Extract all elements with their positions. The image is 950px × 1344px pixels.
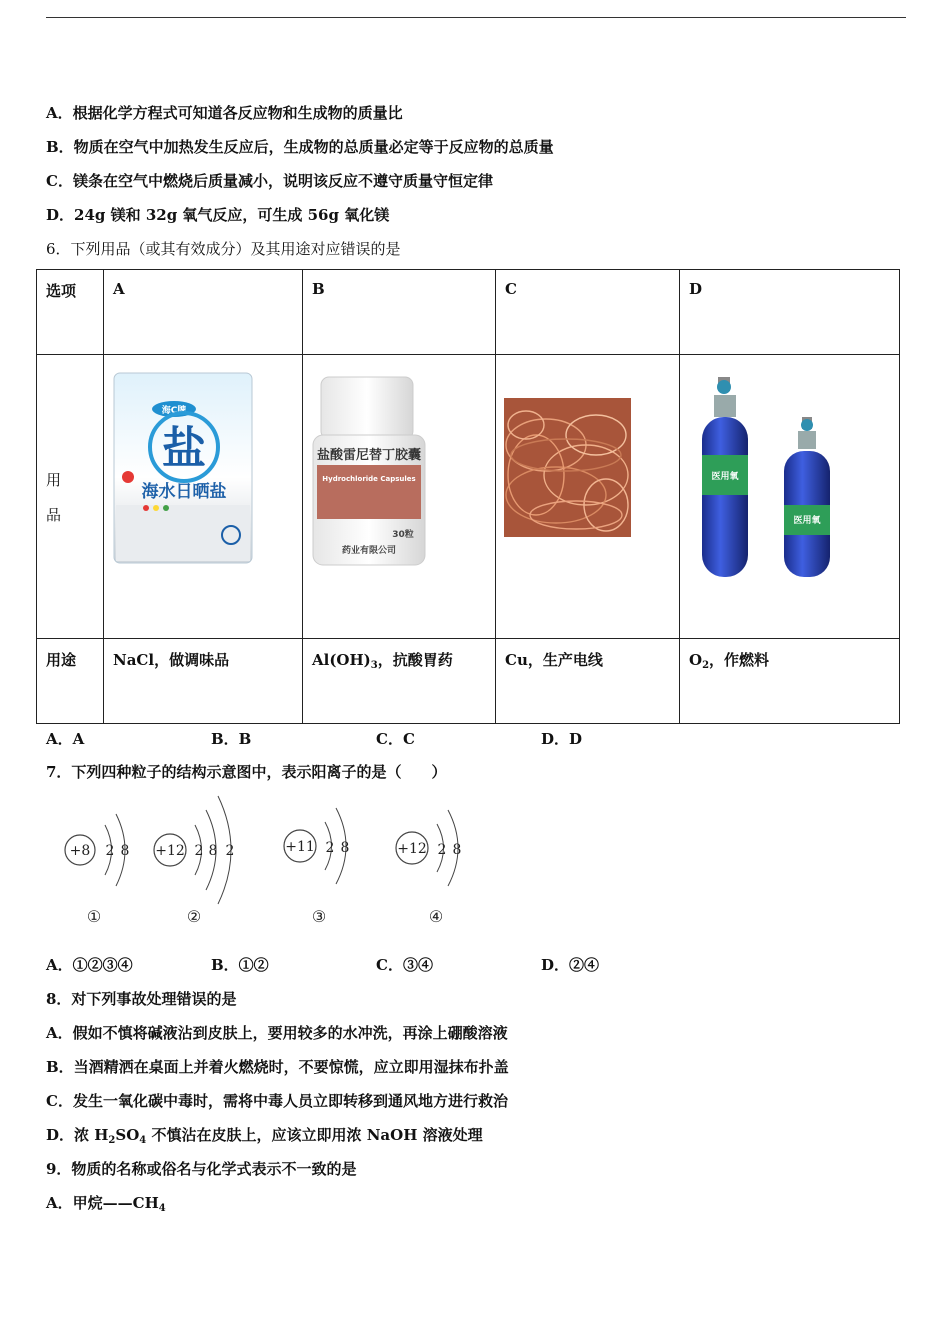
particle-3-label: ③ bbox=[311, 907, 327, 926]
use-cell-a: NaCl，做调味品 bbox=[104, 639, 303, 724]
q9-stem: 9．物质的名称或俗名与化学式表示不一致的是 bbox=[46, 1160, 357, 1178]
q7-stem: 7．下列四种粒子的结构示意图中，表示阳离子的是（ ） bbox=[46, 763, 447, 781]
bottle-count: 30粒 bbox=[392, 530, 414, 540]
header-cell-b: B bbox=[303, 270, 496, 355]
particle-3-shell-2: 8 bbox=[340, 840, 350, 856]
row-label-item bbox=[37, 355, 104, 639]
particle-1-shell-1: 2 bbox=[105, 843, 115, 859]
header-cell-c: C bbox=[496, 270, 680, 355]
salt-subtitle: 海水日晒盐 bbox=[141, 482, 227, 502]
q7-option-b: B．①② bbox=[211, 956, 269, 974]
particle-1-shell-2: 8 bbox=[120, 843, 130, 859]
cylinder-label-1: 医用氧 bbox=[711, 472, 739, 482]
particle-3 bbox=[284, 808, 349, 926]
q8-option-d bbox=[46, 1124, 483, 1145]
particle-2-shell-3: 2 bbox=[225, 843, 235, 859]
item-cell-a bbox=[104, 355, 303, 639]
q9-a-prefix: A．甲烷——CH bbox=[46, 1194, 159, 1212]
copper-wire-image bbox=[496, 355, 679, 618]
medicine-bottle-image bbox=[303, 355, 495, 618]
q6-table bbox=[36, 269, 900, 724]
row-label-item-2: 品 bbox=[46, 505, 62, 524]
particle-2 bbox=[154, 796, 234, 926]
use-cell-d bbox=[680, 639, 900, 724]
q5-option-c: C．镁条在空气中燃烧后质量减小，说明该反应不遵守质量守恒定律 bbox=[46, 172, 493, 190]
header-rule bbox=[46, 17, 906, 18]
q8-d-sub1: 2 bbox=[108, 1135, 116, 1146]
particle-4-label: ④ bbox=[428, 907, 444, 926]
q6-option-a: A．A bbox=[46, 730, 85, 748]
q6-options bbox=[46, 728, 706, 749]
q7-option-c: C．③④ bbox=[376, 956, 433, 974]
salt-bag-image bbox=[104, 355, 302, 618]
q8-d-suffix: 不慎沾在皮肤上，应该立即用浓 NaOH 溶液处理 bbox=[146, 1126, 483, 1144]
bottle-company: 药业有限公司 bbox=[341, 546, 397, 556]
q7-option-a: A．①②③④ bbox=[46, 956, 133, 974]
particle-3-shell-1: 2 bbox=[325, 840, 335, 856]
item-cell-d bbox=[680, 355, 900, 639]
q6-stem: 6．下列用品（或其有效成分）及其用途对应错误的是 bbox=[46, 240, 401, 258]
use-cell-c: Cu，生产电线 bbox=[496, 639, 680, 724]
use-b-sub: 3 bbox=[370, 660, 378, 671]
bottle-sub-label: Hydrochloride Capsules bbox=[322, 475, 416, 483]
q5-option-d: D．24g 镁和 32g 氧气反应，可生成 56g 氧化镁 bbox=[46, 206, 390, 224]
particle-1-label: ① bbox=[86, 907, 102, 926]
particle-4 bbox=[396, 810, 461, 926]
row-label-use: 用途 bbox=[37, 639, 104, 724]
particle-2-shell-1: 2 bbox=[194, 843, 204, 859]
header-cell-d: D bbox=[680, 270, 900, 355]
q9-option-a bbox=[46, 1192, 166, 1213]
q8-stem: 8．对下列事故处理错误的是 bbox=[46, 990, 237, 1008]
q8-d-mid: SO bbox=[115, 1126, 140, 1144]
use-b-prefix: Al(OH) bbox=[312, 651, 371, 669]
table-header-row bbox=[37, 270, 900, 355]
particle-2-shell-2: 8 bbox=[208, 843, 218, 859]
bottle-label: 盐酸雷尼替丁胶囊 bbox=[316, 448, 422, 463]
use-d-prefix: O bbox=[689, 651, 703, 669]
q7-option-d: D．②④ bbox=[541, 956, 600, 974]
table-item-row bbox=[37, 355, 900, 639]
cylinder-label-2: 医用氧 bbox=[793, 516, 821, 526]
oxygen-cylinders-image bbox=[680, 355, 899, 618]
item-cell-b bbox=[303, 355, 496, 639]
salt-big-char: 盐 bbox=[162, 423, 206, 474]
particle-1-nucleus: +8 bbox=[69, 843, 91, 859]
use-d-sub: 2 bbox=[702, 660, 710, 671]
q5-option-b: B．物质在空气中加热发生反应后，生成物的总质量必定等于反应物的总质量 bbox=[46, 138, 554, 156]
q8-option-a: A．假如不慎将碱液沾到皮肤上，要用较多的水冲洗，再涂上硼酸溶液 bbox=[46, 1024, 508, 1042]
item-cell-c bbox=[496, 355, 680, 639]
salt-brand-text: 海C牌 bbox=[161, 406, 187, 416]
use-cell-b bbox=[303, 639, 496, 724]
particle-3-nucleus: +11 bbox=[285, 839, 315, 855]
table-use-row bbox=[37, 639, 900, 724]
q8-d-prefix: D．浓 H bbox=[46, 1126, 109, 1144]
q9-a-sub: 4 bbox=[158, 1203, 166, 1214]
particle-4-shell-1: 2 bbox=[437, 842, 447, 858]
particle-2-label: ② bbox=[186, 907, 202, 926]
particle-2-nucleus: +12 bbox=[155, 843, 185, 859]
q8-option-c: C．发生一氧化碳中毒时，需将中毒人员立即转移到通风地方进行救治 bbox=[46, 1092, 508, 1110]
q8-option-b: B．当酒精洒在桌面上并着火燃烧时，不要惊慌，应立即用湿抹布扑盖 bbox=[46, 1058, 509, 1076]
q6-option-c: C．C bbox=[376, 730, 415, 748]
header-cell-a: A bbox=[104, 270, 303, 355]
row-label-item-1: 用 bbox=[46, 470, 62, 489]
particle-4-shell-2: 8 bbox=[452, 842, 462, 858]
q8-d-sub2: 4 bbox=[139, 1135, 147, 1146]
use-d-suffix: ，作燃料 bbox=[709, 651, 770, 669]
q6-option-b: B．B bbox=[211, 730, 252, 748]
header-cell-option: 选项 bbox=[37, 270, 104, 355]
particle-4-nucleus: +12 bbox=[397, 841, 427, 857]
q5-option-a: A．根据化学方程式可知道各反应物和生成物的质量比 bbox=[46, 104, 403, 122]
q6-option-d: D．D bbox=[541, 730, 583, 748]
use-b-suffix: ，抗酸胃药 bbox=[377, 651, 453, 669]
q7-options bbox=[46, 954, 706, 975]
particle-diagrams bbox=[60, 790, 480, 930]
particle-1 bbox=[65, 814, 129, 926]
